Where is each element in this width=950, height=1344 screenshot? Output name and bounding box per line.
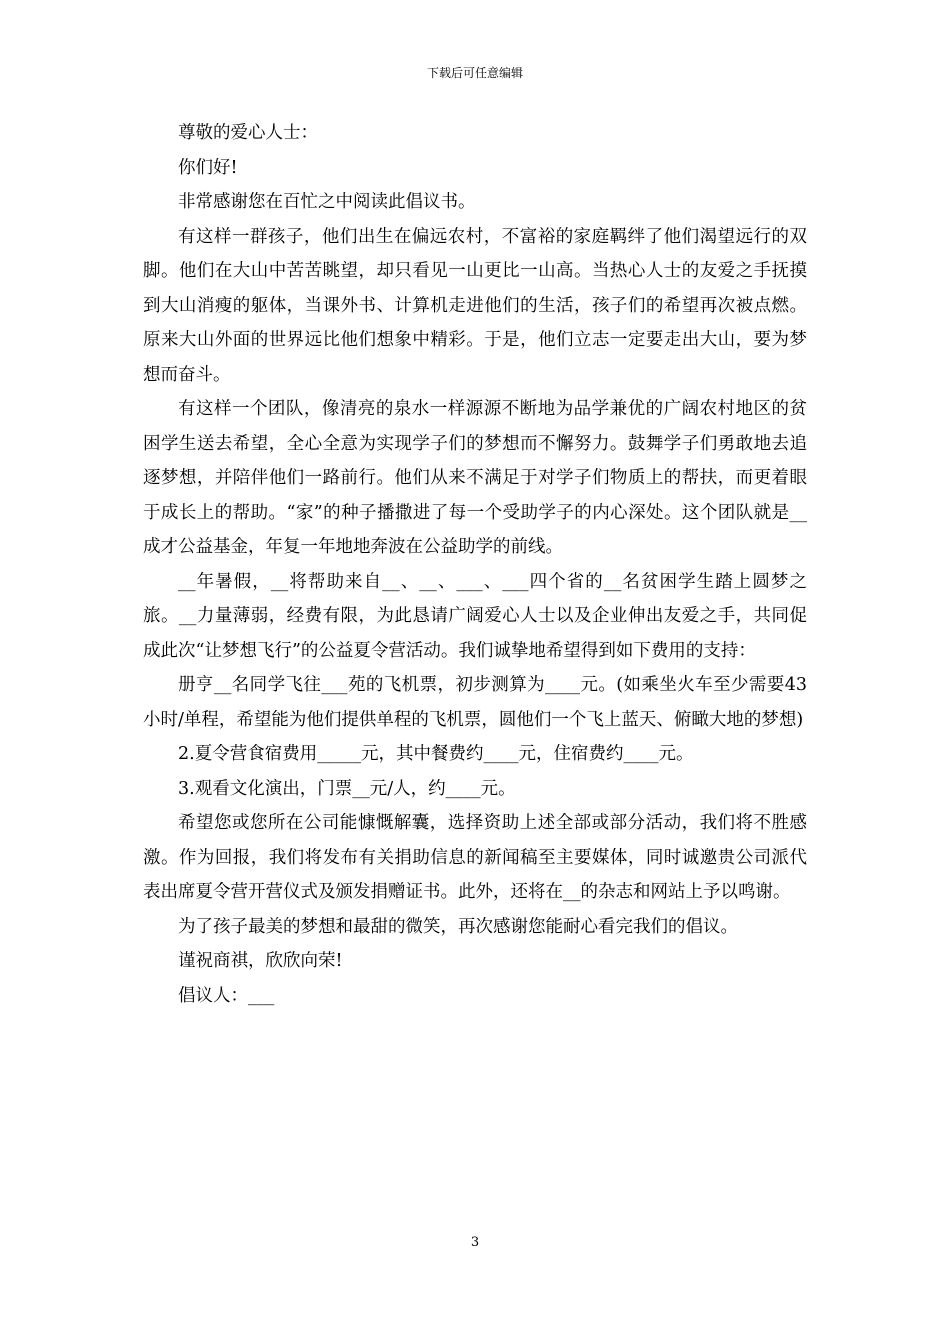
greeting: 你们好!: [178, 157, 238, 178]
signature-line: 倡议人：___: [178, 985, 275, 1006]
item-airfare: 册亨__名同学飞往___苑的飞机票，初步测算为____元。(如乘坐火车至少需要43小时/单程，希望能为他们提供单程的飞机票，圆他们一个飞上蓝天、俯瞰大地的梦想): [143, 675, 807, 730]
paragraph-children: 有这样一群孩子，他们出生在偏远农村，不富裕的家庭羁绊了他们渴望远行的双脚。他们在大山中苦苦眺望，却只看见一山更比一山高。当热心人士的友爱之手抚摸到大山消瘦的躯体，当课外书、计算机走进他们的生活，孩子们的希望再次被点燃。原来大山外面的世界远比他们想象中精彩。于是，他们立志一定要走出大山，要为梦想而奋斗。: [143, 226, 807, 385]
salutation: 尊敬的爱心人士：: [178, 123, 318, 143]
paragraph-closing: 为了孩子最美的梦想和最甜的微笑，再次感谢您能耐心看完我们的倡议。: [178, 916, 738, 937]
document-body: [143, 116, 807, 1013]
thanks-line: 非常感谢您在百忙之中阅读此倡议书。: [178, 192, 476, 212]
blessing: 谨祝商祺，欣欣向荣!: [178, 951, 343, 971]
page-number: 3: [470, 1235, 480, 1250]
paragraph-request: 希望您或您所在公司能慷慨解囊，选择资助上述全部或部分活动，我们将不胜感激。作为回报，我们将发布有关捐助信息的新闻稿至主要媒体，同时诚邀贵公司派代表出席夏令营开营仪式及颁发捐赠证书。此外，还将在__的杂志和网站上予以鸣谢。: [143, 813, 807, 902]
page-header: 下载后可任意编辑: [426, 66, 523, 80]
paragraph-summer-trip: __年暑假，__将帮助来自__、__、___、___四个省的__名贫困学生踏上圆梦之旅。__力量薄弱，经费有限，为此恳请广阔爱心人士以及企业伸出友爱之手，共同促成此次“让梦想飞行”的公益夏令营活动。我们诚挚地希望得到如下费用的支持：: [143, 571, 807, 661]
item-performance: 3.观看文化演出，门票__元/人，约____元。: [178, 778, 516, 799]
item-accommodation: 2.夏令营食宿费用_____元，其中餐费约____元，住宿费约____元。: [178, 744, 694, 764]
paragraph-team: 有这样一个团队，像清亮的泉水一样源源不断地为品学兼优的广阔农村地区的贫困学生送去希望，全心全意为实现学子们的梦想而不懈努力。鼓舞学子们勇敢地去追逐梦想，并陪伴他们一路前行。他们从来不满足于对学子们物质上的帮扶，而更着眼于成长上的帮助。“家”的种子播撒进了每一个受助学子的内心深处。这个团队就是__成才公益基金，年复一年地地奔波在公益助学的前线。: [143, 399, 807, 557]
